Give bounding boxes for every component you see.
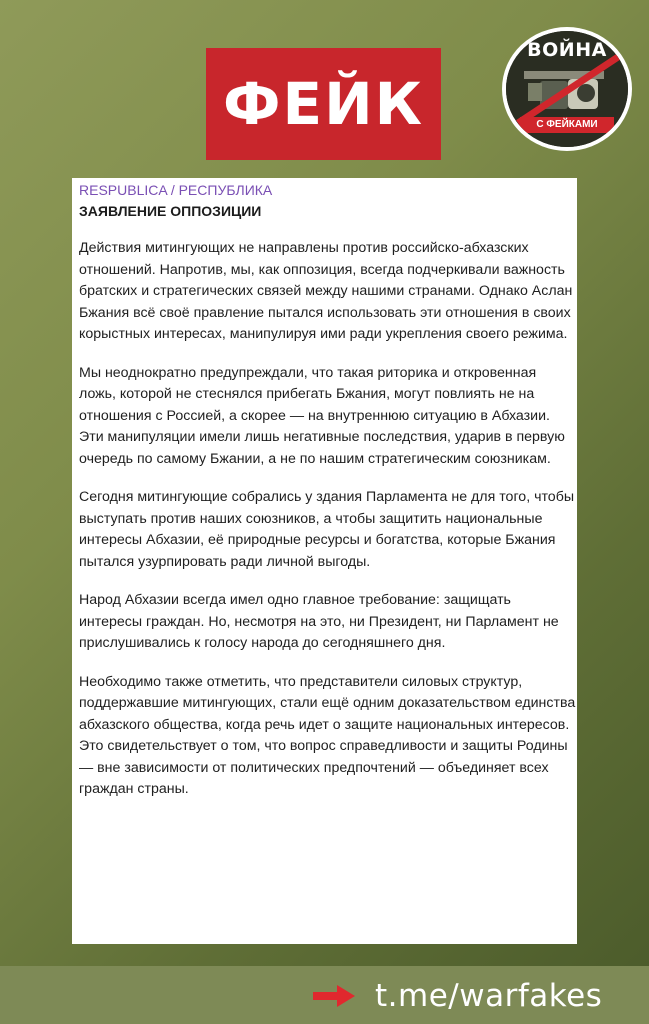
post-paragraph-4: Народ Абхазии всегда имел одно главное требование: защищать интересы граждан. Но, несмотря на это, ни Президент, ни Парламент не прислушивались к голосу народа до сегодняшнего дня. [79,592,559,651]
post-paragraph-5: Необходимо также отметить, что представители силовых структур, поддержавшие митингующих, стали ещё одним доказательством единства абхазского общества, когда речь идет о защите национальных интересов. Это свидетельствует о том, что вопрос справедливости и защиты Родины — вне зависимости от политических предпочтений — объединяет всех граждан страны. [79,673,576,797]
fake-banner [206,48,441,160]
war-on-fakes-logo [502,27,632,151]
channel-link-text[interactable]: t.me/warfakes [375,978,603,1014]
right-arrow-icon [313,985,355,1007]
post-paragraph-2: Мы неоднократно предупреждали, что такая риторика и откровенная ложь, которой не стеснялся прибегать Бжания, могут повлиять не на отношения с Россией, а скорее — на внутреннюю ситуацию в Абхазии. Эти манипуляции имели лишь негативные последствия, ударив в первую очередь по самому Бжании, а не по нашим стратегическим союзникам. [79,364,565,467]
post-paragraph-3: Сегодня митингующие собрались у здания Парламента не для того, чтобы выступать против наших союзников, а чтобы защитить национальные интересы Абхазии, её природные ресурсы и богатства, которые Бжания пытался узурпировать ради личной выгоды. [79,489,575,570]
post-title: ЗАЯВЛЕНИЕ ОППОЗИЦИИ [79,203,262,219]
fake-label: ФЕЙК [222,70,425,138]
post-source[interactable]: RESPUBLICA / РЕСПУБЛИКА [79,182,273,198]
channel-link[interactable] [313,976,602,1016]
post-paragraph-1: Действия митингующих не направлены против российско-абхазских отношений. Напротив, мы, как оппозиция, всегда подчеркивали важность братских и стратегических связей между нашими странами. Однако Аслан Бжания всё своё правление пытался использовать эти отношения в своих корыстных интересах, манипулируя ими ради укрепления своего режима. [79,240,573,342]
logo-ribbon: С ФЕЙКАМИ [520,117,614,133]
logo-badge [506,31,628,147]
logo-title: ВОЙНА [527,39,607,61]
quoted-post-card [72,178,577,944]
